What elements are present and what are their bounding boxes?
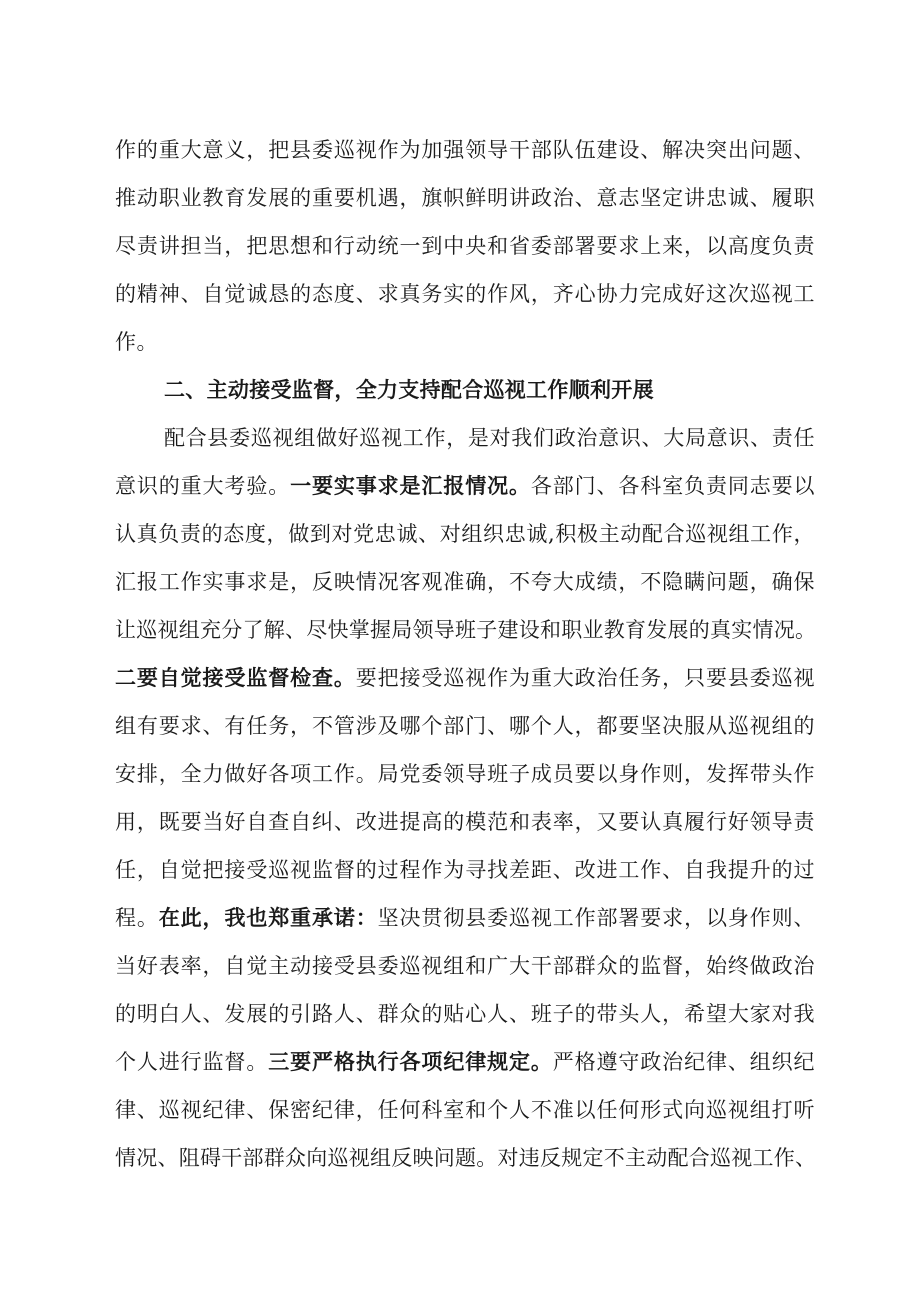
- text-segment: 安排，全力做好各项工作。局党委领导班子成员要以身作则，发挥带头作: [115, 762, 815, 786]
- heading-text: 二、主动接受监督，全力支持配合巡视工作顺利开展: [164, 378, 654, 402]
- text-segment: 汇报工作实事求是，反映情况客观准确，不夸大成绩，不隐瞒问题，确保: [115, 570, 815, 594]
- text-line: [115, 1142, 815, 1174]
- text-segment: 当好表率，自觉主动接受县委巡视组和广大干部群众的监督，始终做政治: [115, 954, 815, 978]
- text-segment: 让巡视组充分了解、尽快掌握局领导班子建设和职业教育发展的真实情况。: [115, 618, 817, 642]
- text-line: [115, 326, 815, 358]
- text-line: [115, 470, 815, 502]
- text-line: [115, 902, 815, 934]
- text-segment: 作。: [115, 330, 158, 354]
- bold-point: 二要自觉接受监督检查。: [115, 666, 356, 690]
- text-line: [115, 230, 815, 262]
- text-line: [115, 566, 815, 598]
- text-segment: 各部门、各科室负责同志要以: [530, 474, 816, 498]
- text-segment: 的明白人、发展的引路人、群众的贴心人、班子的带头人，希望大家对我: [115, 1002, 815, 1026]
- text-segment: 认真负责的态度，做到对党忠诚、对组织忠诚,积极主动配合巡视组工作，: [115, 522, 815, 546]
- text-segment: 尽责讲担当，把思想和行动统一到中央和省委部署要求上来，以高度负责: [115, 234, 815, 258]
- text-segment: 严格遵守政治纪律、组织纪: [552, 1050, 816, 1074]
- text-line: [115, 1046, 815, 1078]
- text-line: [115, 710, 815, 742]
- text-line: [115, 134, 815, 166]
- text-segment: 组有要求、有任务，不管涉及哪个部门、哪个人，都要坚决服从巡视组的: [115, 714, 815, 738]
- text-line: [115, 854, 815, 886]
- text-line: [115, 518, 815, 550]
- text-line: [115, 1094, 815, 1126]
- text-segment: 配合县委巡视组做好巡视工作，是对我们政治意识、大局意识、责任: [164, 426, 815, 450]
- text-line: [115, 182, 815, 214]
- text-line: [115, 614, 815, 646]
- text-segment: 坚决贯彻县委巡视工作部署要求，以身作则、: [377, 906, 816, 930]
- text-line: [115, 950, 815, 982]
- text-line: [115, 806, 815, 838]
- text-segment: 的精神、自觉诚恳的态度、求真务实的作风，齐心协力完成好这次巡视工: [115, 282, 815, 306]
- text-segment: 要把接受巡视作为重大政治任务，只要县委巡视: [355, 666, 816, 690]
- text-line: [115, 998, 815, 1030]
- text-segment: 用，既要当好自查自纠、改进提高的模范和表率，又要认真履行好领导责: [115, 810, 815, 834]
- text-line: [115, 758, 815, 790]
- text-segment: 律、巡视纪律、保密纪律，任何科室和个人不准以任何形式向巡视组打听: [115, 1098, 815, 1122]
- bold-point: 三要严格执行各项纪律规定。: [268, 1050, 553, 1074]
- text-segment: 意识的重大考验。: [115, 474, 291, 498]
- text-segment: 个人进行监督。: [115, 1050, 269, 1074]
- bold-point: 一要实事求是汇报情况。: [290, 474, 531, 498]
- text-segment: 情况、阻碍干部群众向巡视组反映问题。对违反规定不主动配合巡视工作、: [115, 1146, 817, 1170]
- text-line: [115, 662, 815, 694]
- section-heading: [164, 374, 704, 406]
- bold-point: 在此，我也郑重承诺：: [158, 906, 378, 930]
- text-line: [115, 278, 815, 310]
- text-line: [164, 422, 815, 454]
- text-segment: 程。: [115, 906, 159, 930]
- text-segment: 作的重大意义，把县委巡视作为加强领导干部队伍建设、解决突出问题、: [115, 138, 815, 162]
- text-segment: 任，自觉把接受巡视监督的过程作为寻找差距、改进工作、自我提升的过: [115, 858, 815, 882]
- text-segment: 推动职业教育发展的重要机遇，旗帜鲜明讲政治、意志坚定讲忠诚、履职: [115, 186, 815, 210]
